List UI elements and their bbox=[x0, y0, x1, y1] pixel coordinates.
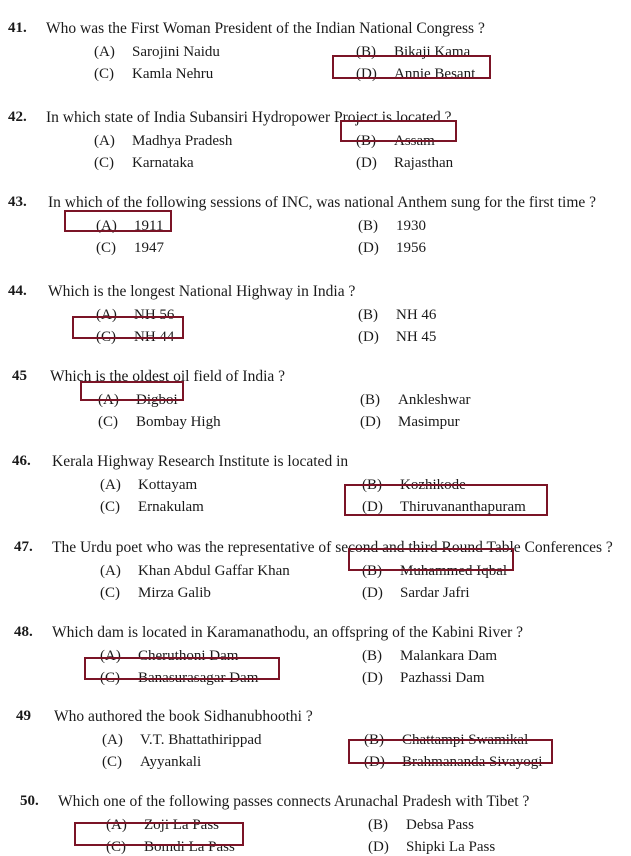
option-text: Brahmananda Sivayogi bbox=[402, 754, 543, 770]
option-text: 1956 bbox=[396, 240, 426, 256]
option-d[interactable] bbox=[362, 585, 470, 602]
option-c[interactable] bbox=[96, 240, 164, 257]
option-text: Sarojini Naidu bbox=[132, 44, 220, 60]
option-text: Karnataka bbox=[132, 155, 194, 171]
option-text: Ayyankali bbox=[140, 754, 202, 770]
answer-highlight-box bbox=[344, 484, 548, 516]
option-label: (A) bbox=[98, 392, 119, 408]
question-text: In which state of India Subansiri Hydropower Project is located ? bbox=[46, 109, 452, 126]
option-d[interactable] bbox=[356, 155, 453, 172]
option-label: (D) bbox=[368, 839, 389, 855]
option-c[interactable] bbox=[102, 754, 201, 771]
question-text: Kerala Highway Research Institute is located in bbox=[52, 453, 349, 470]
option-b[interactable] bbox=[362, 648, 497, 665]
option-d[interactable] bbox=[368, 839, 495, 856]
answer-highlight-box bbox=[80, 381, 184, 401]
option-text: Sardar Jafri bbox=[400, 585, 470, 601]
option-c[interactable] bbox=[94, 66, 213, 83]
option-text: Pazhassi Dam bbox=[400, 670, 485, 686]
option-text: Debsa Pass bbox=[406, 817, 474, 833]
answer-highlight-box bbox=[348, 739, 553, 764]
option-text: Bikaji Kama bbox=[394, 44, 471, 60]
option-label: (D) bbox=[356, 155, 377, 171]
option-text: NH 56 bbox=[134, 307, 175, 323]
option-a[interactable] bbox=[100, 563, 290, 580]
option-d[interactable] bbox=[362, 670, 485, 687]
question-number: 48. bbox=[14, 624, 33, 640]
option-text: Zoji La Pass bbox=[144, 817, 219, 833]
option-label: (C) bbox=[98, 414, 118, 430]
option-label: (C) bbox=[96, 240, 116, 256]
answer-highlight-box bbox=[332, 55, 491, 79]
option-d[interactable] bbox=[360, 414, 460, 431]
option-label: (C) bbox=[100, 499, 120, 515]
option-text: 1911 bbox=[134, 218, 164, 234]
option-d[interactable] bbox=[358, 329, 436, 346]
option-b[interactable] bbox=[358, 218, 426, 235]
option-text: Bomdi La Pass bbox=[144, 839, 235, 855]
option-label: (A) bbox=[96, 307, 117, 323]
option-text: Rajasthan bbox=[394, 155, 454, 171]
option-label: (A) bbox=[96, 218, 117, 234]
question-number: 42. bbox=[8, 109, 27, 125]
option-text: Annie Besant bbox=[394, 66, 476, 82]
answer-highlight-box bbox=[64, 210, 172, 232]
option-text: Kottayam bbox=[138, 477, 198, 493]
option-label: (B) bbox=[356, 44, 376, 60]
answer-highlight-box bbox=[348, 548, 514, 571]
option-text: Madhya Pradesh bbox=[132, 133, 233, 149]
option-text: Muhammed Iqbal bbox=[400, 563, 508, 579]
option-label: (A) bbox=[94, 133, 115, 149]
option-c[interactable] bbox=[100, 499, 204, 516]
answer-highlight-box bbox=[72, 316, 184, 339]
option-text: Digboi bbox=[136, 392, 178, 408]
option-label: (D) bbox=[358, 240, 379, 256]
option-d[interactable] bbox=[358, 240, 426, 257]
option-c[interactable] bbox=[98, 414, 221, 431]
option-label: (C) bbox=[106, 839, 126, 855]
option-label: (D) bbox=[364, 754, 385, 770]
option-label: (B) bbox=[368, 817, 388, 833]
option-text: Banasurasagar Dam bbox=[138, 670, 259, 686]
option-text: Khan Abdul Gaffar Khan bbox=[138, 563, 290, 579]
question-text: Who authored the book Sidhanubhoothi ? bbox=[54, 708, 313, 725]
option-c[interactable] bbox=[100, 585, 211, 602]
option-b[interactable] bbox=[360, 392, 470, 409]
option-label: (D) bbox=[360, 414, 381, 430]
option-label: (B) bbox=[358, 218, 378, 234]
option-label: (B) bbox=[356, 133, 376, 149]
question-text: Which is the oldest oil field of India ? bbox=[50, 368, 286, 385]
option-label: (D) bbox=[362, 499, 383, 515]
option-text: NH 46 bbox=[396, 307, 437, 323]
option-label: (D) bbox=[356, 66, 377, 82]
answer-highlight-box bbox=[74, 822, 244, 846]
option-text: Assam bbox=[394, 133, 435, 149]
option-label: (C) bbox=[96, 329, 116, 345]
question-text: The Urdu poet who was the representative of second and third Round Table Conferences ? bbox=[52, 539, 613, 556]
option-label: (D) bbox=[358, 329, 379, 345]
option-label: (B) bbox=[362, 648, 382, 664]
option-text: Kozhikode bbox=[400, 477, 466, 493]
option-label: (C) bbox=[102, 754, 122, 770]
option-text: 1930 bbox=[396, 218, 426, 234]
option-text: Ankleshwar bbox=[398, 392, 471, 408]
option-c[interactable] bbox=[94, 155, 194, 172]
option-label: (C) bbox=[94, 66, 114, 82]
option-a[interactable] bbox=[102, 732, 262, 749]
question-number: 41. bbox=[8, 20, 27, 36]
option-text: Malankara Dam bbox=[400, 648, 498, 664]
option-text: Bombay High bbox=[136, 414, 221, 430]
question-number: 47. bbox=[14, 539, 33, 555]
question-text: Which is the longest National Highway in India ? bbox=[48, 283, 356, 300]
option-b[interactable] bbox=[368, 817, 474, 834]
option-text: V.T. Bhattathirippad bbox=[140, 732, 262, 748]
option-label: (B) bbox=[362, 563, 382, 579]
option-label: (C) bbox=[100, 670, 120, 686]
option-text: Mirza Galib bbox=[138, 585, 211, 601]
question-text: Who was the First Woman President of the Indian National Congress ? bbox=[46, 20, 485, 37]
question-text: In which of the following sessions of INC, was national Anthem sung for the first time ? bbox=[48, 194, 597, 211]
option-label: (C) bbox=[94, 155, 114, 171]
option-label: (B) bbox=[360, 392, 380, 408]
option-label: (C) bbox=[100, 585, 120, 601]
option-text: Kamla Nehru bbox=[132, 66, 214, 82]
question-number: 49 bbox=[16, 708, 31, 724]
option-text: NH 45 bbox=[396, 329, 437, 345]
question-text: Which dam is located in Karamanathodu, an offspring of the Kabini River ? bbox=[52, 624, 524, 641]
option-label: (D) bbox=[362, 670, 383, 686]
question-number: 46. bbox=[12, 453, 31, 469]
option-label: (A) bbox=[94, 44, 115, 60]
option-label: (B) bbox=[364, 732, 384, 748]
option-b[interactable] bbox=[358, 307, 436, 324]
option-text: Ernakulam bbox=[138, 499, 204, 515]
option-label: (B) bbox=[362, 477, 382, 493]
option-text: 1947 bbox=[134, 240, 164, 256]
option-a[interactable] bbox=[100, 477, 197, 494]
option-label: (A) bbox=[100, 563, 121, 579]
option-text: Thiruvananthapuram bbox=[400, 499, 526, 515]
option-text: Chattampi Swamikal bbox=[402, 732, 529, 748]
question-number: 43. bbox=[8, 194, 27, 210]
option-label: (A) bbox=[102, 732, 123, 748]
answer-highlight-box bbox=[340, 120, 457, 142]
option-text: Shipki La Pass bbox=[406, 839, 496, 855]
option-text: Masimpur bbox=[398, 414, 460, 430]
option-label: (A) bbox=[100, 648, 121, 664]
question-number: 50. bbox=[20, 793, 39, 809]
option-label: (D) bbox=[362, 585, 383, 601]
option-label: (A) bbox=[100, 477, 121, 493]
question-text: Which one of the following passes connects Arunachal Pradesh with Tibet ? bbox=[58, 793, 530, 810]
option-a[interactable] bbox=[94, 44, 220, 61]
option-label: (B) bbox=[358, 307, 378, 323]
question-number: 44. bbox=[8, 283, 27, 299]
answer-highlight-box bbox=[84, 657, 280, 680]
option-label: (A) bbox=[106, 817, 127, 833]
option-text: NH 44 bbox=[134, 329, 175, 345]
question-number: 45 bbox=[12, 368, 27, 384]
option-text: Cheruthoni Dam bbox=[138, 648, 239, 664]
option-a[interactable] bbox=[94, 133, 232, 150]
